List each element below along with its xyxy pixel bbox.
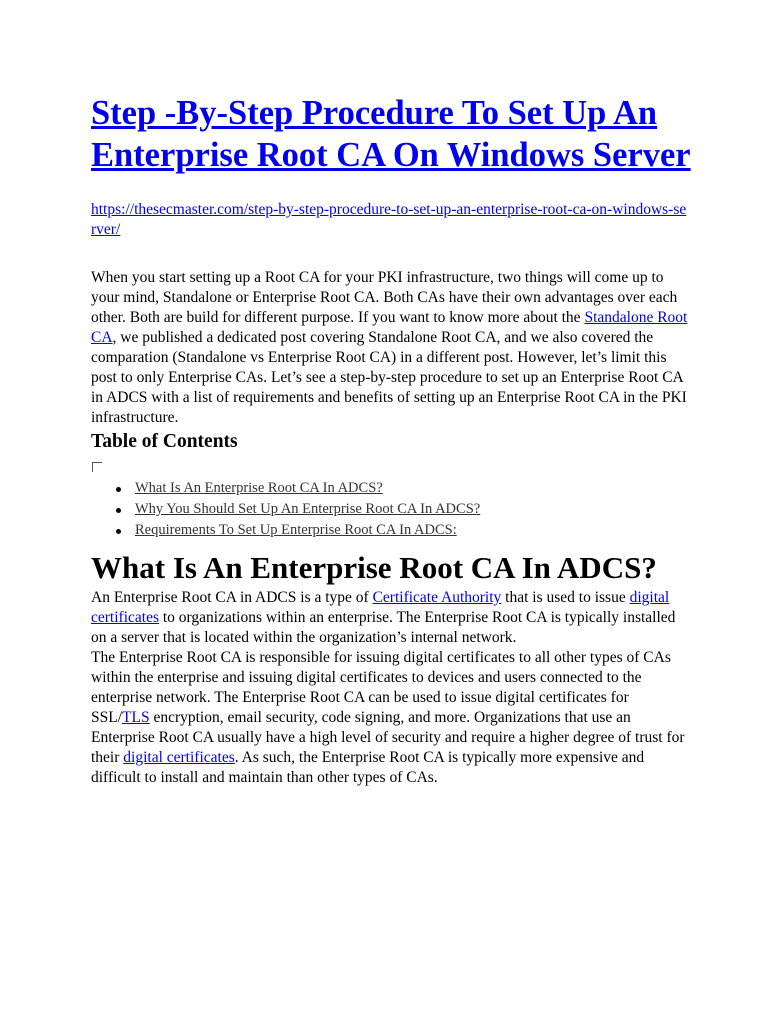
p2-text-c: . As such, the Enterprise Root CA is typically more expensive and difficult to install and maintain than other types of CAs.	[91, 749, 645, 786]
toc-link-why[interactable]: Why You Should Set Up An Enterprise Root CA In ADCS?	[135, 501, 481, 517]
section-paragraph-1	[91, 588, 691, 648]
toc-item	[135, 520, 691, 541]
article-title-link[interactable]: Step -By-Step Procedure To Set Up An Enterprise Root CA On Windows Server	[91, 94, 691, 174]
source-url-link[interactable]: https://thesecmaster.com/step-by-step-procedure-to-set-up-an-enterprise-root-ca-on-windows-server/	[91, 201, 687, 238]
toc-link-requirements[interactable]: Requirements To Set Up Enterprise Root CA In ADCS:	[135, 522, 457, 538]
checkbox-icon	[92, 462, 102, 472]
digital-certificates-link-2[interactable]: digital certificates	[123, 749, 235, 766]
toc-toggle-checkbox[interactable]	[91, 454, 691, 477]
p2-text-b: encryption, email security, code signing, and more. Organizations that use an Enterprise Root CA usually have a high level of security and require a higher degree of trust for their	[91, 709, 685, 766]
certificate-authority-link[interactable]: Certificate Authority	[372, 589, 502, 606]
intro-text-2: , we published a dedicated post covering Standalone Root CA, and we also covered the comparation (Standalone vs Enterprise Root CA) in a different post. However, let’s limit this post to only Enterprise CAs. Let’s see a step-by-step procedure to set up an Enterprise Root CA in ADCS with a list of requirements and benefits of setting up an Enterprise Root CA in the PKI infrastructure.	[91, 329, 687, 426]
p1-text-b: that is used to issue	[501, 589, 630, 606]
toc-item	[135, 478, 691, 499]
p1-text-a: An Enterprise Root CA in ADCS is a type of	[91, 589, 373, 606]
section-heading: What Is An Enterprise Root CA In ADCS?	[91, 550, 657, 585]
article-title	[91, 92, 691, 176]
section-paragraph-2	[91, 648, 691, 788]
intro-paragraph	[91, 268, 691, 428]
toc-link-what-is[interactable]: What Is An Enterprise Root CA In ADCS?	[135, 480, 383, 496]
toc-list	[91, 478, 691, 541]
p1-text-c: to organizations within an enterprise. The Enterprise Root CA is typically installed on a server that is located within the organization’s internal network.	[91, 609, 676, 646]
tls-link[interactable]: TLS	[122, 709, 150, 726]
standalone-root-ca-link[interactable]: Standalone Root CA	[91, 309, 688, 346]
intro-text-1: When you start setting up a Root CA for your PKI infrastructure, two things will come up to your mind, Standalone or Enterprise Root CA. Both CAs have their own advantages over each other. Both are build for different purpose. If you want to know more about the	[91, 269, 678, 326]
digital-certificates-link[interactable]: digital certificates	[91, 589, 670, 626]
toc-title: Table of Contents	[91, 431, 238, 452]
p2-text-a: The Enterprise Root CA is responsible for issuing digital certificates to all other types of CAs within the enterprise and issuing digital certificates to devices and users connected to the enterprise network. The Enterprise Root CA can be used to issue digital certificates for SSL/	[91, 649, 671, 726]
toc-item	[135, 499, 691, 520]
article-body	[91, 92, 691, 788]
